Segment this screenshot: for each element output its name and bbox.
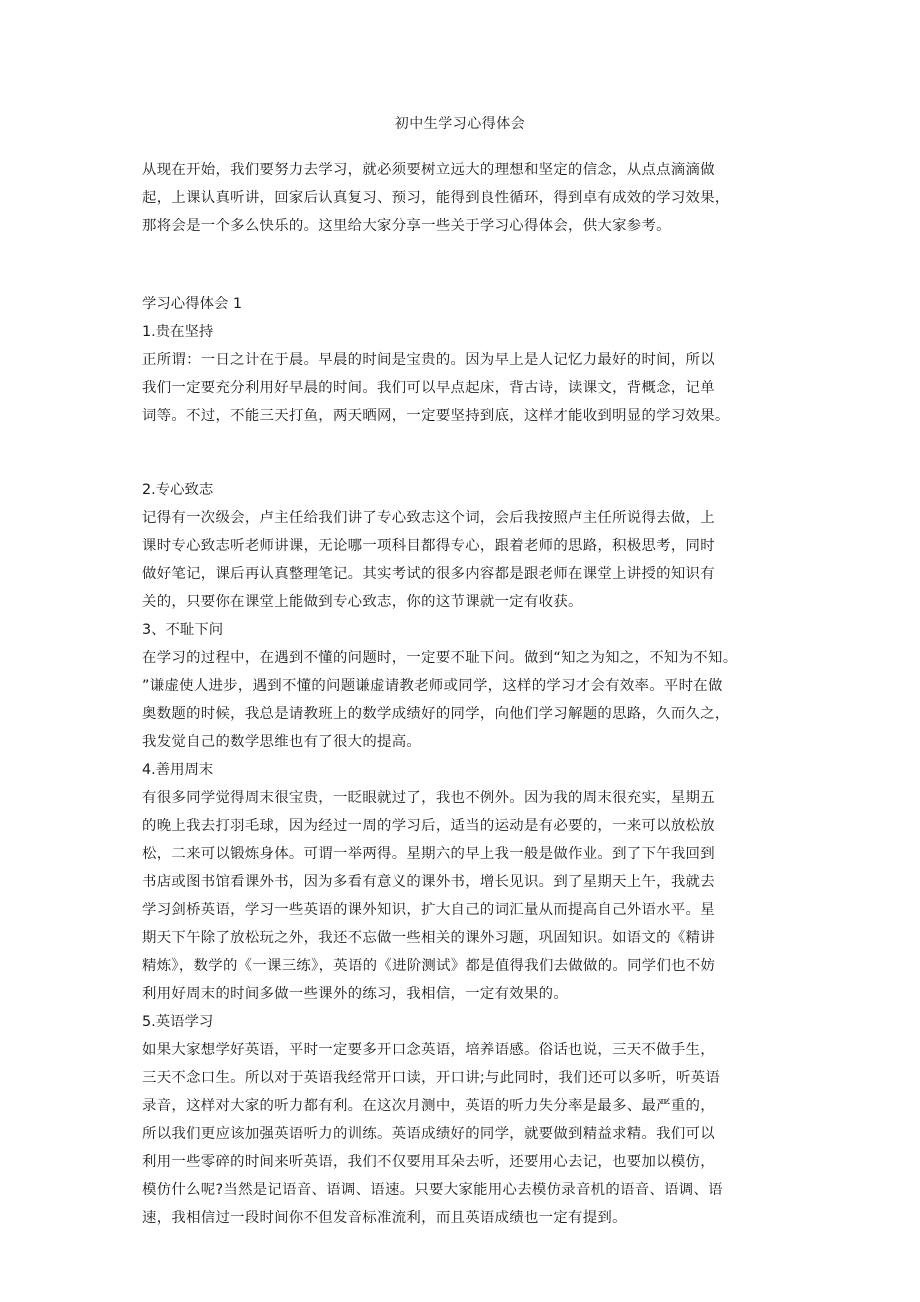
section-title: 学习心得体会 1	[142, 296, 243, 312]
intro-line: 那将会是一个多么快乐的。这里给大家分享一些关于学习心得体会，供大家参考。	[142, 218, 671, 234]
item-line: 正所谓：一日之计在于晨。早晨的时间是宝贵的。因为早上是人记忆力最好的时间，所以	[142, 352, 715, 368]
item-heading: 2.专心致志	[142, 482, 214, 498]
item-line: 关的，只要你在课堂上能做到专心致志，你的这节课就一定有收获。	[142, 594, 583, 610]
item-heading: 5.英语学习	[142, 1014, 214, 1030]
intro-line: 从现在开始，我们要努力去学习，就必须要树立远大的理想和坚定的信念，从点点滴滴做	[142, 162, 715, 178]
item-line: 有很多同学觉得周末很宝贵，一眨眼就过了，我也不例外。因为我的周末很充实，星期五	[142, 790, 715, 806]
document-title: 初中生学习心得体会	[394, 116, 526, 132]
item-line: 学习剑桥英语，学习一些英语的课外知识，扩大自己的词汇量从而提高自己外语水平。星	[142, 902, 715, 918]
item-line: 奥数题的时候，我总是请教班上的数学成绩好的同学，向他们学习解题的思路，久而久之，	[142, 706, 730, 722]
item-line: ”谦虚使人进步，遇到不懂的问题谦虚请教老师或同学，这样的学习才会有效率。平时在做	[142, 678, 723, 694]
intro-paragraph	[142, 156, 790, 240]
item-line: 记得有一次级会，卢主任给我们讲了专心致志这个词，会后我按照卢主任所说得去做，上	[142, 510, 715, 526]
item-line: 书店或图书馆看课外书，因为多看有意义的课外书，增长见识。到了星期天上午，我就去	[142, 874, 715, 890]
item-line: 期天下午除了放松玩之外，我还不忘做一些相关的课外习题，巩固知识。如语文的《精讲	[142, 930, 715, 946]
item-line: 在学习的过程中，在遇到不懂的问题时，一定要不耻下问。做到“知之为知之，不知为不知。	[142, 650, 738, 666]
document-body	[142, 156, 790, 1232]
item-line: 三天不念口生。所以对于英语我经常开口读，开口讲;与此同时，我们还可以多听，听英语	[142, 1070, 721, 1086]
item-line: 如果大家想学好英语，平时一定要多开口念英语，培养语感。俗话也说，三天不做手生，	[142, 1042, 715, 1058]
item-line: 松，二来可以锻炼身体。可谓一举两得。星期六的早上我一般是做作业。到了下午我回到	[142, 846, 715, 862]
item-heading: 4.善用周末	[142, 762, 214, 778]
intro-line: 起，上课认真听讲，回家后认真复习、预习，能得到良性循环，得到卓有成效的学习效果，	[142, 190, 730, 206]
item-line: 的晚上我去打羽毛球，因为经过一周的学习后，适当的运动是有必要的，一来可以放松放	[142, 818, 715, 834]
item-line: 课时专心致志听老师讲课，无论哪一项科目都得专心，跟着老师的思路，积极思考，同时	[142, 538, 715, 554]
item-line: 录音，这样对大家的听力都有利。在这次月测中，英语的听力失分率是最多、最严重的，	[142, 1098, 715, 1114]
item-line: 我发觉自己的数学思维也有了很大的提高。	[142, 734, 422, 750]
item-line: 利用一些零碎的时间来听英语，我们不仅要用耳朵去听，还要用心去记，也要加以模仿，	[142, 1154, 715, 1170]
item-line: 精炼》，数学的《一课三练》，英语的《进阶测试》都是值得我们去做做的。同学们也不妨	[142, 958, 716, 974]
item-line: 利用好周末的时间多做一些课外的练习，我相信，一定有效果的。	[142, 986, 569, 1002]
item-line: 所以我们更应该加强英语听力的训练。英语成绩好的同学，就要做到精益求精。我们可以	[142, 1126, 715, 1142]
item-line: 我们一定要充分利用好早晨的时间。我们可以早点起床，背古诗，读课文，背概念，记单	[142, 380, 715, 396]
item-line: 做好笔记，课后再认真整理笔记。其实考试的很多内容都是跟老师在课堂上讲授的知识有	[142, 566, 715, 582]
item-heading: 3、不耻下问	[142, 622, 224, 638]
item-line: 词等。不过，不能三天打鱼，两天晒网，一定要坚持到底，这样才能收到明显的学习效果。	[142, 408, 730, 424]
item-line: 速，我相信过一段时间你不但发音标准流利，而且英语成绩也一定有提到。	[142, 1210, 627, 1226]
item-line: 模仿什么呢?当然是记语音、语调、语速。只要大家能用心去模仿录音机的语音、语调、语	[142, 1182, 723, 1198]
item-heading: 1.贵在坚持	[142, 324, 214, 340]
